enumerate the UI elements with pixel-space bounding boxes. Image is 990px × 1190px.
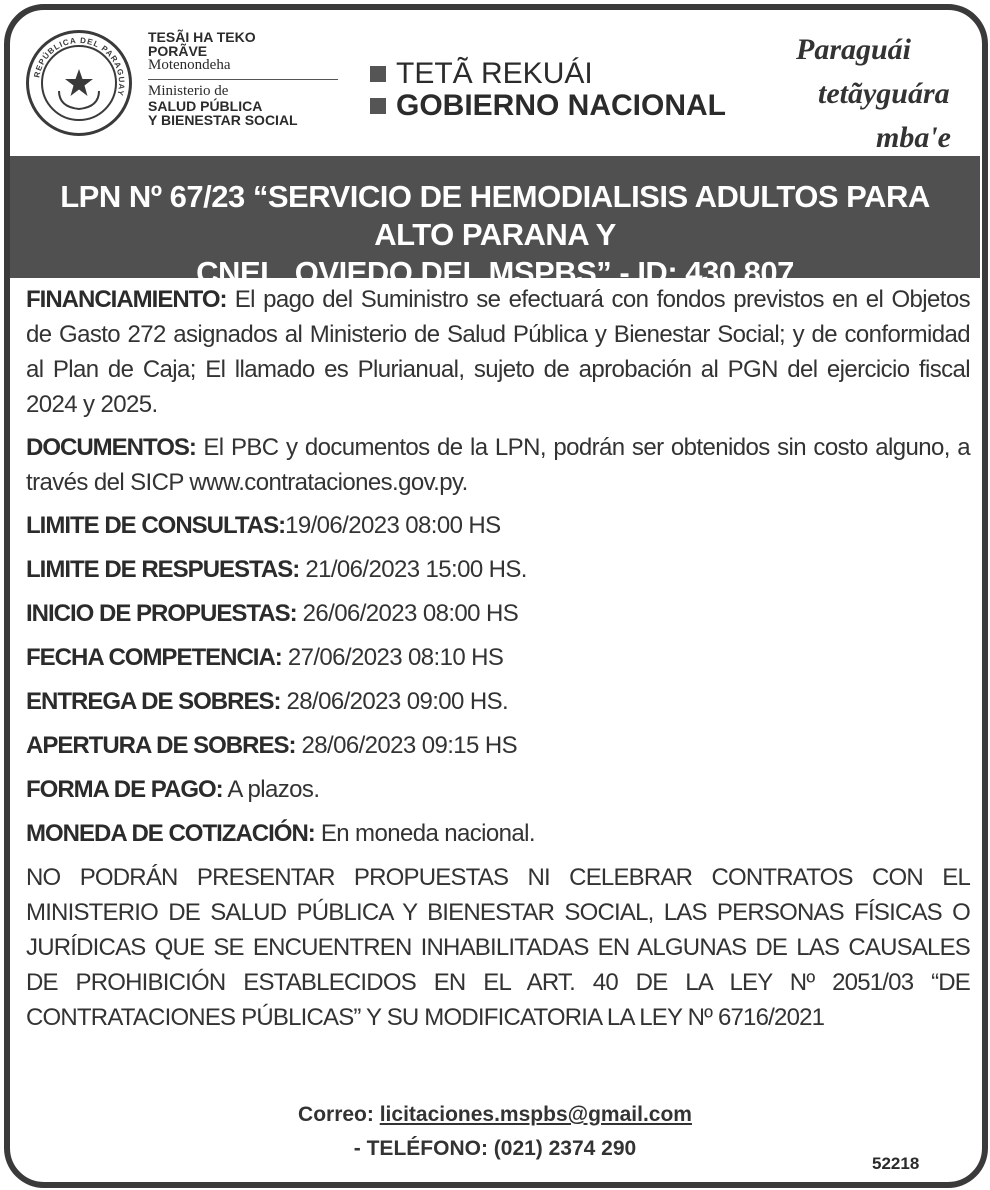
financing-label: FINANCIAMIENTO: — [26, 286, 227, 313]
schedule-value: A plazos. — [222, 776, 320, 803]
schedule-value: 21/06/2023 15:00 HS. — [299, 556, 527, 583]
ministry-divider — [148, 79, 338, 80]
schedule-label: ENTREGA DE SOBRES: — [26, 688, 281, 715]
schedule-value: En moneda nacional. — [314, 820, 535, 847]
title-line-2: CNEL. OVIEDO DEL MSPBS” - ID: 430.807 — [196, 255, 794, 290]
schedule-item — [26, 684, 970, 719]
email-line — [0, 1098, 990, 1132]
schedule-label: INICIO DE PROPUESTAS: — [26, 600, 297, 627]
schedule-value: 27/06/2023 08:10 HS — [281, 644, 504, 671]
schedule-item — [26, 816, 970, 851]
ministry-es-line-3: Y BIENESTAR SOCIAL — [148, 112, 298, 128]
email-label: Correo: — [298, 1103, 380, 1126]
schedule-item — [26, 728, 970, 763]
star-icon — [29, 33, 129, 133]
schedule-label: APERTURA DE SOBRES: — [26, 732, 296, 759]
documents-paragraph — [26, 430, 970, 500]
ministry-es-line-2: SALUD PÚBLICA — [148, 98, 263, 114]
schedule-label: FORMA DE PAGO: — [26, 776, 223, 803]
schedule-label: FECHA COMPETENCIA: — [26, 644, 282, 671]
schedule-item — [26, 552, 970, 587]
schedule-label: LIMITE DE RESPUESTAS: — [26, 556, 300, 583]
financing-paragraph — [26, 282, 970, 422]
square-bullet-icon — [370, 66, 386, 82]
phone-line: - TELÉFONO: (021) 2374 290 — [353, 1137, 637, 1160]
ad-code: 52218 — [872, 1154, 920, 1173]
slogan — [790, 28, 990, 160]
schedule-value: 26/06/2023 08:00 HS — [296, 600, 519, 627]
ministry-logo — [148, 30, 358, 127]
seal-text: REPÚBLICA DEL PARAGUAY — [32, 35, 127, 98]
gov-line-2: GOBIERNO NACIONAL — [396, 89, 726, 122]
schedule-label: MONEDA DE COTIZACIÓN: — [26, 820, 315, 847]
title-line-1: LPN Nº 67/23 “SERVICIO DE HEMODIALISIS ADULTOS PARA ALTO PARANA Y — [60, 179, 930, 252]
title-banner — [10, 156, 980, 290]
schedule-item — [26, 640, 970, 675]
financing-text: El pago del Suministro se efectuará con fondos previstos en el Objetos de Gasto 272 asignados al Ministerio de Salud Pública y Bienestar Social; y de conformidad al Plan de Caja; El llamado es Plurianual, sujeto de aprobación al PGN del ejercicio fiscal 2024 y 2025. — [26, 286, 970, 418]
schedule-item — [26, 508, 970, 543]
documents-text: El PBC y documentos de la LPN, podrán ser obtenidos sin costo alguno, a través del SICP www.contrataciones.gov.py. — [26, 434, 970, 496]
documents-label: DOCUMENTOS: — [26, 434, 196, 461]
notice-body — [26, 282, 970, 1043]
email-link[interactable]: licitaciones.mspbs@gmail.com — [379, 1103, 692, 1126]
ministry-guarani-line-3: Motenondeha — [148, 57, 231, 73]
ministry-guarani-line-2: PORÃVE — [148, 43, 208, 59]
slogan-line-1: Paraguái — [796, 33, 912, 66]
gov-line-1: TETÃ REKUÁI — [396, 57, 593, 90]
schedule-value: 19/06/2023 08:00 HS — [285, 512, 501, 539]
square-bullet-icon — [370, 98, 386, 114]
schedule-value: 28/06/2023 09:00 HS. — [280, 688, 509, 715]
schedule-item — [26, 596, 970, 631]
header — [10, 10, 980, 156]
schedule-value: 28/06/2023 09:15 HS — [295, 732, 517, 759]
schedule-item — [26, 772, 970, 807]
slogan-line-2: tetãyguára — [818, 77, 950, 110]
government-label — [370, 58, 726, 122]
slogan-line-3: mba'e — [876, 121, 951, 154]
contact-info — [0, 1098, 990, 1166]
schedule-label: LIMITE DE CONSULTAS: — [26, 512, 286, 539]
national-seal-logo — [26, 30, 132, 136]
ministry-guarani-line-1: TESÃI HA TEKO — [148, 29, 256, 45]
ministry-es-line-1: Ministerio de — [148, 83, 229, 99]
prohibition-notice: NO PODRÁN PRESENTAR PROPUESTAS NI CELEBRAR CONTRATOS CON EL MINISTERIO DE SALUD PÚBLICA Y BIENESTAR SOCIAL, LAS PERSONAS FÍSICAS O JURÍDICAS QUE SE ENCUENTREN INHABILITADAS EN ALGUNAS DE LAS CAUSALES DE PROHIBICIÓN ESTABLECIDOS EN EL ART. 40 DE LA LEY Nº 2051/03 “DE CONTRATACIONES PÚBLICAS” Y SU MODIFICATORIA LA LEY Nº 6716/2021 — [26, 864, 970, 1031]
